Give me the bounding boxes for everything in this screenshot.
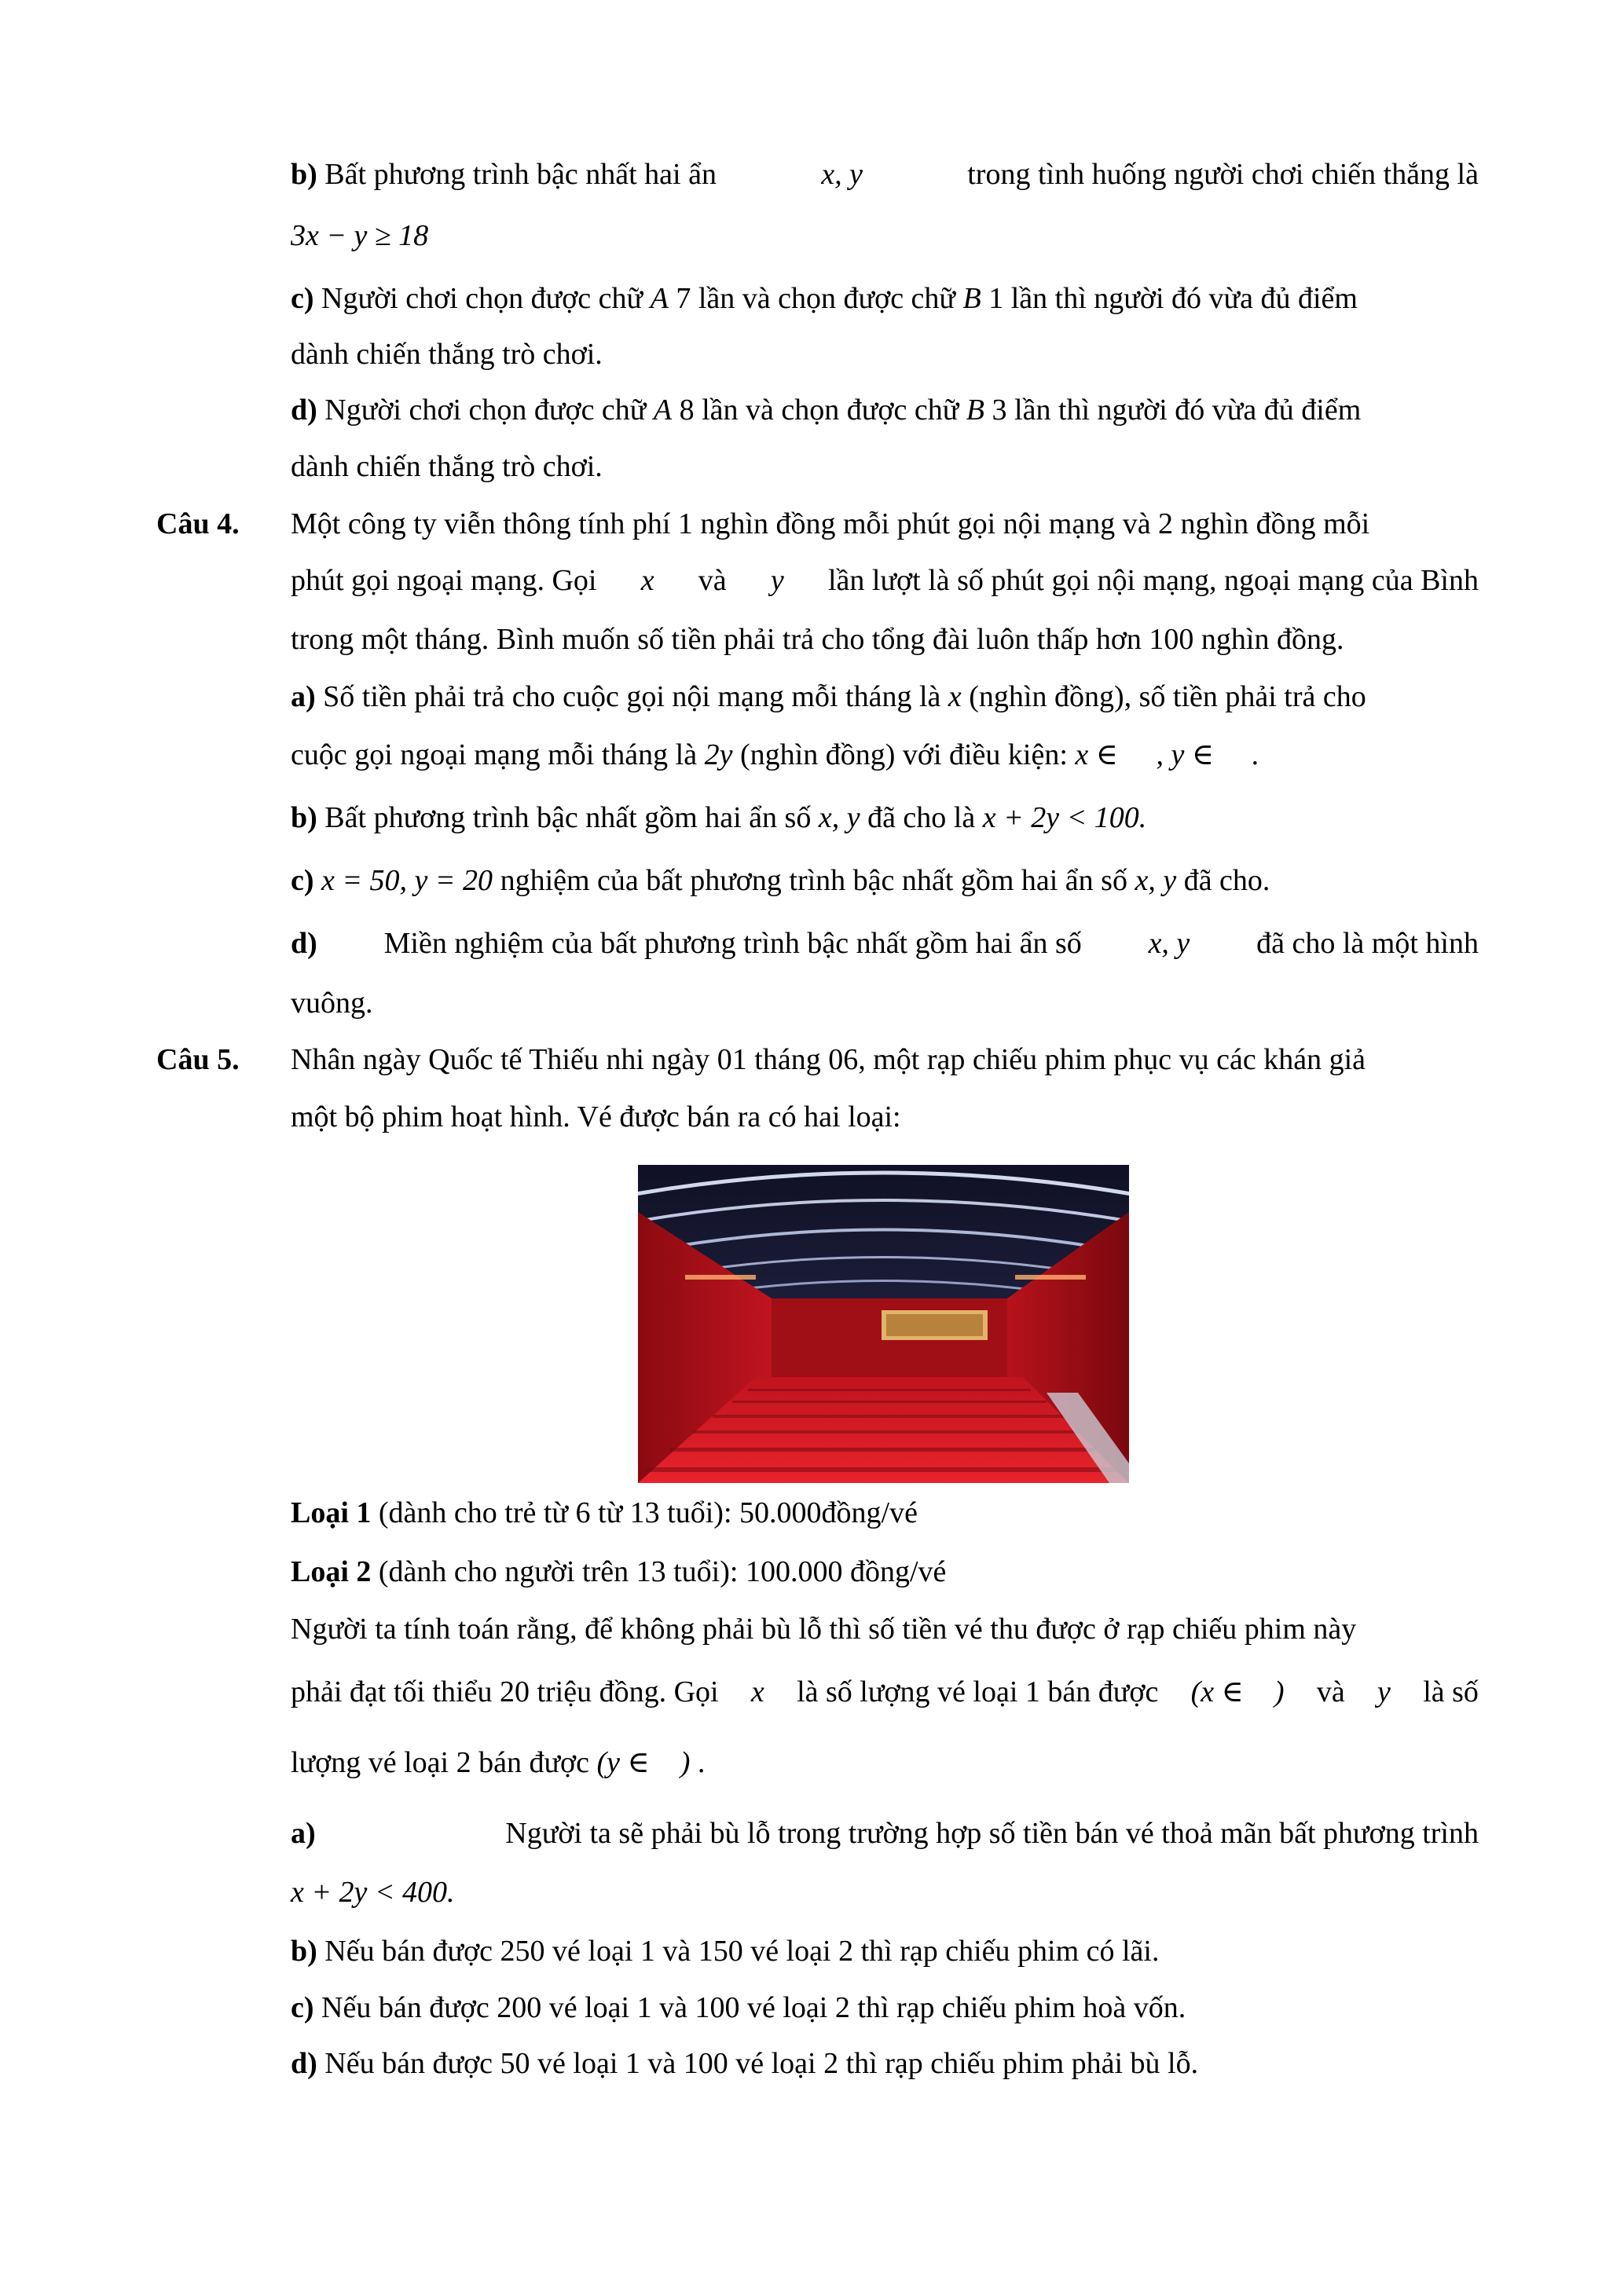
q4-a-text2: (nghìn đồng), số tiền phải trả cho: [969, 680, 1366, 713]
q4-line2-text2: lần lượt là số phút gọi nội mạng, ngoại mạng của Bình: [827, 564, 1479, 597]
q5-a-inequality: x + 2y < 400.: [291, 1876, 455, 1909]
q4-d-line2: vuông.: [291, 987, 373, 1020]
q5-para-line1: Người ta tính toán rằng, để không phải bù lỗ thì số tiền vé thu được ở rạp chiếu phim này: [291, 1613, 1357, 1646]
q5-type1-label: Loại 1: [291, 1496, 372, 1529]
q3-d-letter-a: A: [653, 394, 673, 427]
q3-c-text2: 7 lần và chọn được chữ: [676, 282, 956, 315]
q3-c-letter-b: B: [962, 282, 981, 315]
q5-b-line: [291, 1932, 1159, 1970]
q3-c-letter-a: A: [650, 282, 669, 315]
q4-line2: [291, 562, 1479, 599]
q5-para-text2: là số lượng vé loại 1 bán được: [797, 1675, 1159, 1708]
q3-d-text2: 8 lần và chọn được chữ: [679, 394, 959, 427]
q4-var-x: x: [640, 564, 654, 597]
q5-b-text: Nếu bán được 250 vé loại 1 và 150 vé loại 2 thì rạp chiếu phim có lãi.: [324, 1935, 1160, 1968]
q4-and: và: [698, 564, 727, 597]
q5-para-line2: [291, 1673, 1479, 1711]
q4-c-line: [291, 862, 1270, 899]
q3-c-text1: Người chơi chọn được chữ: [321, 282, 643, 315]
q3-b-inequality: 3x − y ≥ 18: [291, 219, 429, 252]
q5-cond-y: (y ∈ ⃞): [596, 1746, 691, 1779]
q3-c-line2: dành chiến thắng trò chơi.: [291, 338, 603, 371]
q5-type1-line: [291, 1494, 918, 1532]
q4-b-text2: đã cho là: [867, 801, 976, 834]
q4-d-var: x, y: [1148, 927, 1190, 960]
q5-c-label: c): [291, 1991, 314, 2024]
q5-label: Câu 5.: [156, 1043, 240, 1076]
q4-c-expr: x = 50, y = 20: [321, 864, 493, 897]
q3-d-letter-b: B: [966, 394, 985, 427]
q4-var-y: y: [770, 564, 784, 597]
q5-d-line: [291, 2045, 1198, 2082]
q4-b-text1: Bất phương trình bậc nhất gồm hai ẩn số: [324, 801, 812, 834]
q5-var-y: y: [1377, 1675, 1391, 1708]
q4-line2-text1: phút gọi ngoại mạng. Gọi: [291, 564, 597, 597]
q5-c-text: Nếu bán được 200 vé loại 1 và 100 vé loại 2 thì rạp chiếu phim hoà vốn.: [321, 1991, 1186, 2024]
q5-para-line3: [291, 1744, 705, 1782]
q5-a-line1: [291, 1814, 1479, 1852]
q4-b-var: x, y: [818, 801, 860, 834]
q3-b-text1: Bất phương trình bậc nhất hai ẩn: [324, 158, 717, 191]
q4-c-label: c): [291, 864, 314, 897]
q5-type2-text: (dành cho người trên 13 tuổi): 100.000 đồng/vé: [378, 1555, 947, 1588]
q4-label: Câu 4.: [156, 507, 240, 540]
q4-a-label: a): [291, 680, 316, 713]
q3-c-text3: 1 lần thì người đó vừa đủ điểm: [988, 282, 1358, 315]
q4-a-var-x: x: [948, 680, 962, 713]
q5-line2: một bộ phim hoạt hình. Vé được bán ra có hai loại:: [291, 1100, 901, 1133]
q5-type1-text: (dành cho trẻ từ 6 từ 13 tuổi): 50.000đồng/vé: [378, 1496, 918, 1529]
q5-and: và: [1316, 1675, 1345, 1708]
q5-type2-label: Loại 2: [291, 1555, 372, 1588]
q4-d-text2: đã cho là một hình: [1256, 927, 1479, 960]
q5-d-label: d): [291, 2047, 317, 2080]
q3-d-label: d): [291, 394, 317, 427]
q5-para-text4: lượng vé loại 2 bán được: [291, 1746, 590, 1779]
q4-b-inequality: x + 2y < 100.: [982, 801, 1147, 834]
q5-a-text: Người ta sẽ phải bù lỗ trong trường hợp số tiền bán vé thoả mãn bất phương trình: [505, 1817, 1479, 1850]
q4-a-text4: (nghìn đồng) với điều kiện:: [739, 738, 1068, 771]
q4-c-var: x, y: [1135, 864, 1177, 897]
q4-b-label: b): [291, 801, 317, 834]
q5-para-text1: phải đạt tối thiểu 20 triệu đồng. Gọi: [291, 1675, 719, 1708]
q4-a-expr: 2y: [704, 738, 733, 771]
q3-c-label: c): [291, 282, 314, 315]
q4-line3: trong một tháng. Bình muốn số tiền phải trả cho tổng đài luôn thấp hơn 100 nghìn đồng.: [291, 623, 1344, 656]
q4-b-line: [291, 799, 1146, 837]
q3-d-line2: dành chiến thắng trò chơi.: [291, 450, 603, 483]
q3-b-label: b): [291, 158, 317, 191]
q4-a-line1: [291, 678, 1366, 716]
q3-d-line1: [291, 391, 1361, 429]
q4-d-line1: [291, 925, 1479, 962]
q4-c-text2: đã cho.: [1183, 864, 1270, 897]
q4-a-text3: cuộc gọi ngoại mạng mỗi tháng là: [291, 738, 698, 771]
q4-a-condition: x ∈ ⃞ , y ∈ ⃞ .: [1075, 738, 1260, 771]
q5-a-label: a): [291, 1817, 316, 1850]
q4-d-label: d): [291, 927, 317, 960]
q3-c-line1: [291, 280, 1358, 317]
q5-type2-line: [291, 1553, 946, 1591]
q4-a-text1: Số tiền phải trả cho cuộc gọi nội mạng mỗi tháng là: [323, 680, 941, 713]
q5-cond-x: (x ∈ ⃞): [1190, 1675, 1285, 1708]
q5-para-text3: là số: [1423, 1675, 1479, 1708]
q5-para-text5: .: [697, 1746, 706, 1779]
q5-line1: Nhân ngày Quốc tế Thiếu nhi ngày 01 tháng 06, một rạp chiếu phim phục vụ các khán giả: [291, 1043, 1366, 1076]
q3-b-var: x, y: [821, 158, 863, 191]
q4-line1: Một công ty viễn thông tính phí 1 nghìn đồng mỗi phút gọi nội mạng và 2 nghìn đồng mỗi: [291, 507, 1370, 540]
q4-a-line2: [291, 736, 1259, 774]
q5-var-x: x: [750, 1675, 764, 1708]
q3-b-line1: [291, 156, 1479, 193]
q4-c-text1: nghiệm của bất phương trình bậc nhất gồm hai ẩn số: [500, 864, 1127, 897]
q3-d-text3: 3 lần thì người đó vừa đủ điểm: [992, 394, 1362, 427]
q5-d-text: Nếu bán được 50 vé loại 1 và 100 vé loại 2 thì rạp chiếu phim phải bù lỗ.: [324, 2047, 1199, 2080]
cinema-hall-photo: [638, 1165, 1129, 1483]
q4-d-text1: Miền nghiệm của bất phương trình bậc nhất gồm hai ẩn số: [383, 927, 1082, 960]
q5-c-line: [291, 1989, 1186, 2027]
q5-b-label: b): [291, 1935, 317, 1968]
q3-d-text1: Người chơi chọn được chữ: [324, 394, 647, 427]
q3-b-text2: trong tình huống người chơi chiến thắng là: [967, 158, 1479, 191]
